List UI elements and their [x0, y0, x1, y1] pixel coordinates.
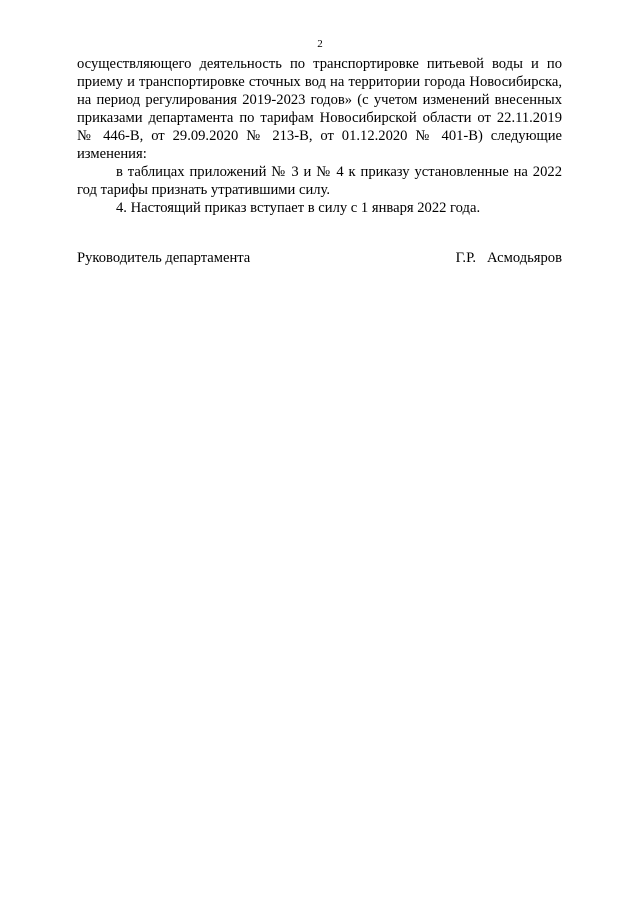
document-body	[77, 55, 562, 217]
signature-block	[77, 249, 562, 267]
signer-position: Руководитель департамента	[77, 250, 251, 266]
signer-name: Г.Р. Асмодьяров	[455, 250, 562, 266]
paragraph-effective-date: 4. Настоящий приказ вступает в силу с 1 января 2022 года.	[116, 200, 481, 216]
paragraph-tables-annulment: в таблицах приложений № 3 и № 4 к приказу установленные на 2022 год тарифы признать утратившими силу.	[77, 164, 562, 198]
page-number: 2	[317, 38, 323, 50]
paragraph-continuation: осуществляющего деятельность по транспортировке питьевой воды и по приему и транспортировке сточных вод на территории города Новосибирска, на период регулирования 2019-2023 годов» (с учетом изменений внесенных приказами департамента по тарифам Новосибирской области от 22.11.2019 № 446-В, от 29.09.2020 № 213-В, от 01.12.2020 № 401-В) следующие изменения:	[77, 56, 562, 162]
